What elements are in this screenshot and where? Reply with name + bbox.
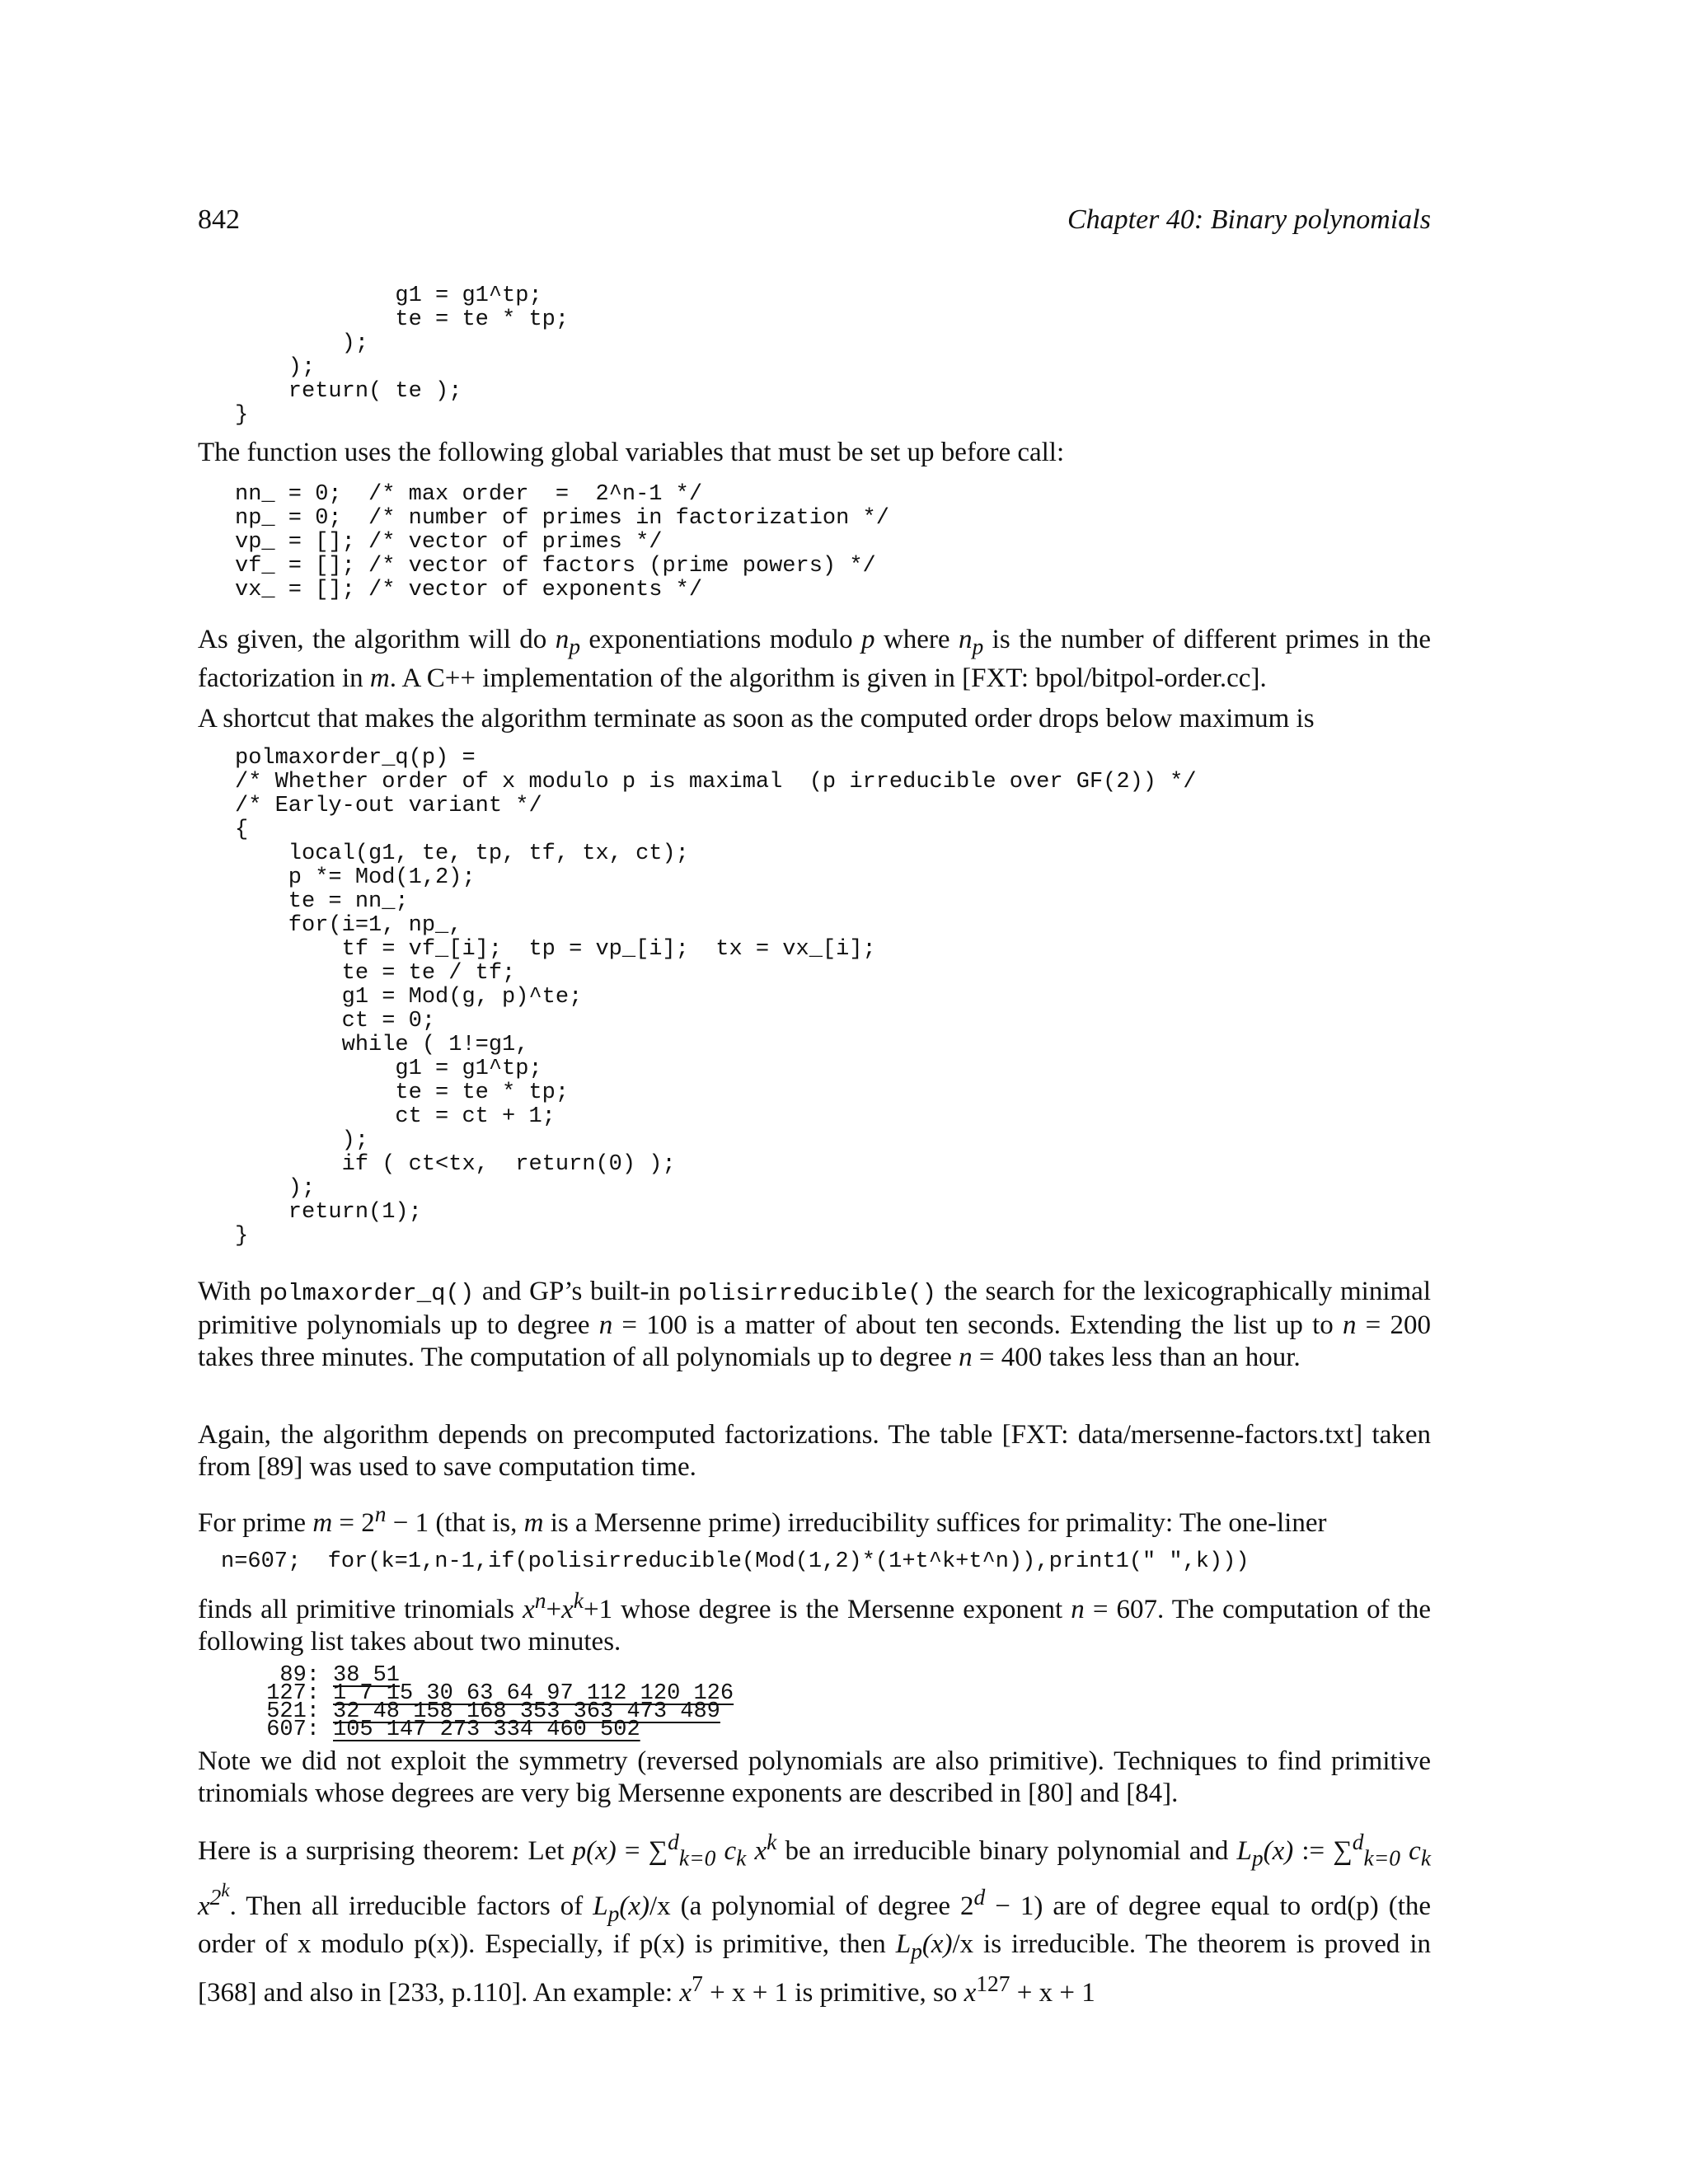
code-text: np_ = 0; /* number of primes in factorization */: [235, 506, 889, 531]
paragraph-again: [198, 1419, 1431, 1483]
code-text: while ( 1!=g1,: [235, 1033, 529, 1057]
paragraph-prime: For prime $m = 2^n - 1$ (that is, m is a Mersenne prime) irreducibility suffices for primality: The one-liner: [198, 1501, 1327, 1538]
code-text: vf_ = []; /* vector of factors (prime powers) */: [235, 554, 876, 579]
code-inline-polisirreducible: polisirreducible(): [678, 1280, 936, 1307]
table-values: 32 48 158 168 353 363 473 489: [333, 1699, 720, 1724]
code-text: g1 = g1^tp;: [235, 284, 542, 308]
code-text: /* Early-out variant */: [235, 794, 542, 818]
table-values: 38 51: [333, 1663, 401, 1688]
paragraph-theorem: Here is a surprising theorem: Let p(x) = ∑$^d_{k=0}$ $c_k$ $x^k$ be an irreducible binary polynomial and $L_p(x)$ := ∑$^d_{k=0}$ $c_k$ $x^{2^k}$. Then all irreducible factors of $L_p(x)/x$ (a polynomial of degree $2^d - 1$) are of degree equal to ord(p) (the order of x modulo p(x)). Especially, if p(x) is primitive, then $L_p(x)/x$ is irreducible. The theorem is proved in [368] and also in [233, p.110]. An example: $x^7 + x + 1$ is primitive, so $x^{127} + x + 1$: [198, 1829, 1432, 2008]
paragraph-globals: [198, 437, 1431, 469]
paragraph-given: As given, the algorithm will do $n_p$ exponentiations modulo p where $n_p$ is the number of different primes in the factorization in m. A C++ implementation of the algorithm is given in [FXT: bpol/bitpol-order.cc].: [198, 625, 1432, 693]
code-text: te = te * tp;: [235, 1080, 570, 1105]
paragraph-finds: finds all primitive trinomials $x^n+x^k+1$ whose degree is the Mersenne exponent n = 607. The computation of the following list takes about two minutes.: [198, 1587, 1432, 1657]
table-values: 1 7 15 30 63 64 97 112 120 126: [333, 1681, 734, 1706]
code-text: g1 = g1^tp;: [235, 1057, 542, 1081]
paragraph-text: Again, the algorithm depends on precomputed factorizations. The table [FXT: data/mersenne-factors.txt] taken from [89] was used to save computation time.: [198, 1420, 1431, 1482]
code-text: ct = 0;: [235, 1009, 436, 1033]
code-text: ct = ct + 1;: [235, 1104, 556, 1129]
code-text: /* Whether order of x modulo p is maximal (p irreducible over GF(2)) */: [235, 770, 1197, 794]
table-key: 127:: [266, 1681, 320, 1706]
code-text: vp_ = []; /* vector of primes */: [235, 530, 663, 555]
code-text: for(i=1, np_,: [235, 913, 462, 938]
code-text: p *= Mod(1,2);: [235, 865, 476, 890]
code-text: g1 = Mod(g, p)^te;: [235, 985, 583, 1010]
paragraph-with: With polmaxorder_q() and GP’s built-in polisirreducible() the search for the lexicographically minimal primitive polynomials up to degree n = 100 is a matter of about ten seconds. Extending the list up to n = 200 takes three minutes. The computation of all polynomials up to degree n = 400 takes less than an hour.: [198, 1277, 1432, 1372]
code-text: if ( ct<tx, return(0) );: [235, 1152, 676, 1177]
paragraph-note: [198, 1746, 1431, 1810]
code-text: te = te * tp;: [235, 307, 570, 332]
table-values: 105 147 273 334 460 502: [333, 1718, 640, 1742]
page-number: 842: [198, 204, 240, 235]
code-text: te = te / tf;: [235, 961, 516, 986]
code-text: return( te );: [235, 379, 462, 404]
code-text: tf = vf_[i]; tp = vp_[i]; tx = vx_[i];: [235, 937, 876, 962]
code-text: te = nn_;: [235, 889, 409, 914]
paragraph-text: Note we did not exploit the symmetry (reversed polynomials are also primitive). Techniques to find primitive trinomials whose degrees are very big Mersenne exponents are described in [80] and [84].: [198, 1746, 1431, 1808]
table-key: 89:: [279, 1663, 320, 1688]
trinomial-table: [223, 1663, 734, 1742]
code-text: return(1);: [235, 1200, 422, 1225]
chapter-title: Chapter 40: Binary polynomials: [1067, 204, 1431, 235]
code-text: );: [235, 331, 369, 356]
paragraph-text: A shortcut that makes the algorithm terminate as soon as the computed order drops below maximum is: [198, 704, 1315, 733]
code-text: );: [235, 1128, 369, 1153]
code-text: vx_ = []; /* vector of exponents */: [235, 578, 703, 602]
code-inline-polmaxorder: polmaxorder_q(): [259, 1280, 475, 1307]
code-oneliner: n=607; for(k=1,n-1,if(polisirreducible(Mod(1,2)*(1+t^k+t^n)),print1(" ",k))): [221, 1549, 1250, 1574]
paragraph-text: The function uses the following global variables that must be set up before call:: [198, 438, 1065, 467]
code-text: nn_ = 0; /* max order = 2^n-1 */: [235, 482, 703, 507]
code-text: {: [235, 818, 249, 842]
code-text: );: [235, 355, 316, 380]
code-text: }: [235, 403, 249, 428]
code-text: local(g1, te, tp, tf, tx, ct);: [235, 841, 689, 866]
table-key: 607:: [266, 1718, 320, 1742]
table-key: 521:: [266, 1699, 320, 1724]
code-text: );: [235, 1176, 316, 1201]
code-text: polmaxorder_q(p) =: [235, 746, 476, 771]
code-text: }: [235, 1224, 249, 1249]
paragraph-shortcut: [198, 703, 1431, 735]
